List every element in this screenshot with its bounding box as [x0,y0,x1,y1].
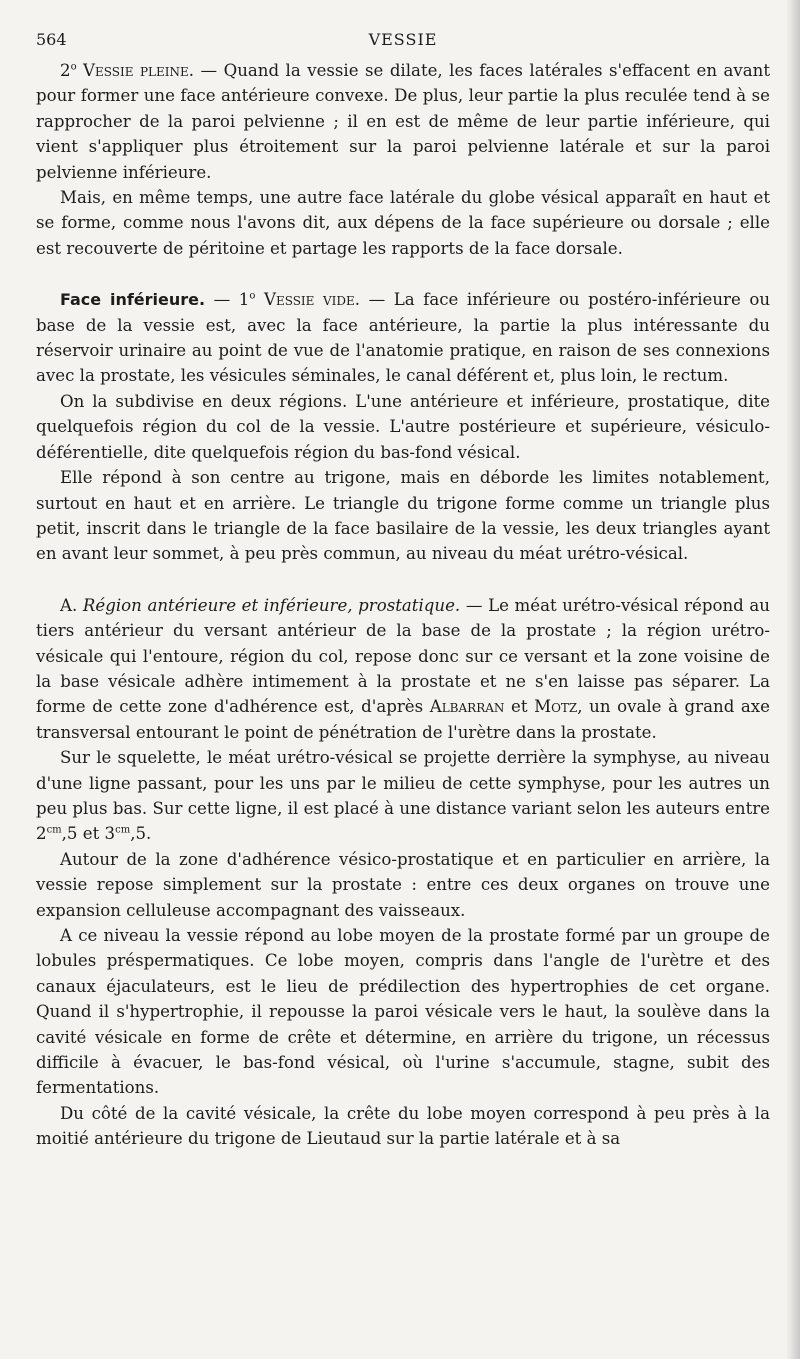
paragraph-region-prostatique [36,593,770,745]
paragraph-text: Sur le squelette, le méat urétro-vésical se projette derrière la symphyse, au niveau d'une ligne passant, pour les uns par le milieu de cette symphyse, pour les autres un peu plus bas. Sur cette ligne, il est placé à une distance variant selon les auteurs entre 2 [36,748,770,844]
paragraph-text: ,5 et 3 [61,824,116,844]
section-gap [36,261,770,287]
paragraph-text: , un ovale à grand axe transversal entourant le point de pénétration de l'urètre dans la prostate. [36,697,770,742]
paragraph-text: et [504,697,535,717]
paragraph-text: ,5. [130,824,152,844]
section-number: — 1 [205,290,250,310]
paragraph-trigone: Elle répond à son centre au trigone, mais en déborde les limites notablement, surtout en haut et en arrière. Le triangle du trigone forme comme un triangle plus petit, inscrit dans le triangle de la face basilaire de la vessie, les deux triangles ayant en avant leur sommet, à peu près commun, au niveau du méat urétro-vésical. [36,468,770,564]
page-header [36,30,770,58]
paragraph-face-inferieure [36,287,770,389]
paragraph-text: — Quand la vessie se dilate, les faces latérales s'effacent en avant pour former une face antérieure convexe. De plus, leur partie la plus reculée tend à se rapprocher de la paroi pelvienne ; il en est de même de leur partie inférieure, qui vient s'appliquer plus étroitement sur la paroi pelvienne latérale et sur la paroi pelvienne inférieure. [36,61,771,182]
paragraph-lobe-moyen: A ce niveau la vessie répond au lobe moyen de la prostate formé par un groupe de lobules préspermatiques. Ce lobe moyen, compris dans l'angle de l'urètre et des canaux éjaculateurs, est le lieu de prédilection des hypertrophies de cet organe. Quand il s'hypertrophie, il repousse la paroi vésicale vers le haut, la soulève dans la cavité vésicale en forme de crête et détermine, en arrière du trigone, un récessus difficile à évacuer, le bas-fond vésical, où l'urine s'accumule, stagne, subit des fermentations. [36,926,770,1098]
section-heading: Face inférieure. [60,290,206,310]
author-name: Motz [534,697,578,717]
page-body [36,58,770,1152]
subsection-title: Région antérieure et inférieure, prostatique. [82,595,461,615]
paragraph-vessie-pleine [36,58,770,185]
subsection-title: Vessie vide. [255,290,361,310]
page-number: 564 [36,30,67,49]
running-title: VESSIE [368,30,438,49]
subsection-title: Vessie pleine. [76,61,195,80]
author-name: Albarran [429,697,505,717]
section-gap [36,567,770,593]
spine-shadow [786,0,800,1359]
unit-superscript: cm [115,824,131,836]
ordinal-superscript: o [70,61,77,73]
paragraph-subdivision: On la subdivise en deux régions. L'une antérieure et inférieure, prostatique, dite quelquefois région du col de la vessie. L'autre postérieure et supérieure, vésiculo-déférentielle, dite quelquefois région du bas-fond vésical. [36,391,770,462]
paragraph-text: — La face inférieure ou postéro-inférieure ou base de la vessie est, avec la face antérieure, la partie la plus intéressante du réservoir urinaire au point de vue de l'anatomie pratique, en raison de ses connexions avec la prostate, les vésicules séminales, le canal déférent et, plus loin, le rectum. [36,290,771,386]
unit-superscript: cm [46,824,62,836]
paragraph-text: — Le méat urétro-vésical répond au tiers antérieur du versant antérieur de la base de la prostate ; la région urétro-vésicale qui l'entoure, région du col, repose donc sur ce versant et la zone voisine de la base vésicale adhère intimement à la prostate et ne s'en laisse pas séparer. La forme de cette zone d'adhérence est, d'après [36,595,770,717]
section-number: 2 [60,61,71,80]
section-letter: A. [60,595,83,615]
paragraph-adherence: Autour de la zone d'adhérence vésico-prostatique et en particulier en arrière, la vessie repose simplement sur la prostate : entre ces deux organes on trouve une expansion celluleuse accompagnant des vaisseaux. [36,849,770,920]
paragraph-squelette [36,745,770,847]
ordinal-superscript: o [249,290,256,302]
paragraph-cavite-vesicale: Du côté de la cavité vésicale, la crête du lobe moyen correspond à peu près à la moitié antérieure du trigone de Lieutaud sur la partie latérale et à sa [36,1103,770,1149]
paragraph-face-laterale: Mais, en même temps, une autre face latérale du globe vésical apparaît en haut et se forme, comme nous l'avons dit, aux dépens de la face supérieure ou dorsale ; elle est recouverte de péritoine et partage les rapports de la face dorsale. [36,188,770,258]
